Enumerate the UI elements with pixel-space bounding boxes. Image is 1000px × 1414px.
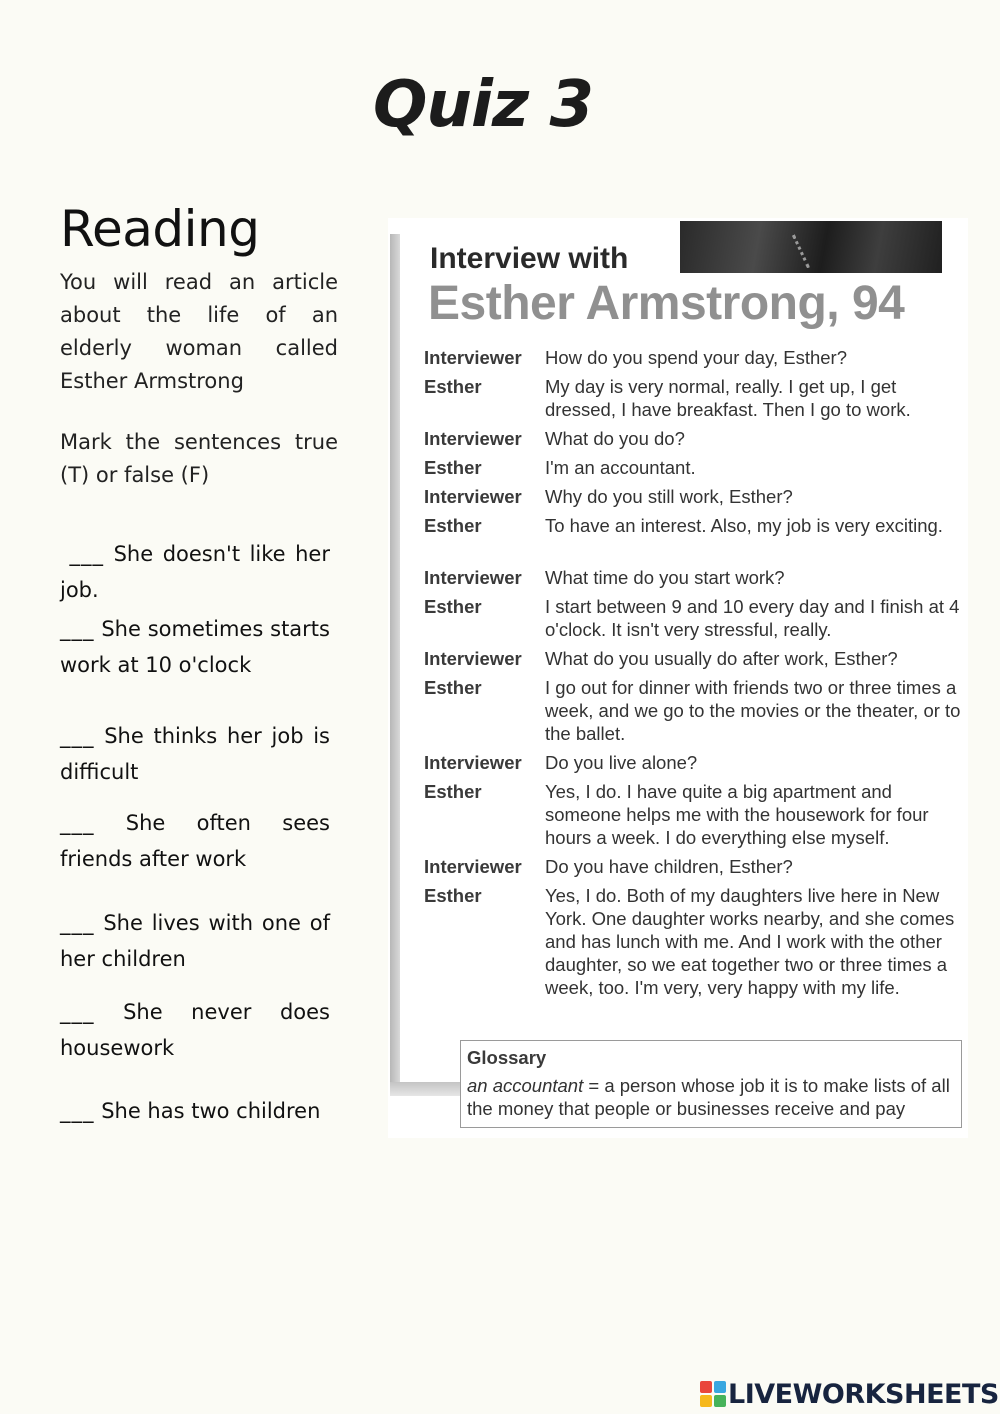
answer-blank[interactable]: ___ [60,811,95,835]
answer-blank[interactable]: ___ [69,542,105,566]
section-heading: Reading [60,200,260,258]
dialogue-text: Why do you still work, Esther? [545,486,793,507]
question-text: She often sees friends after work [60,811,330,871]
speaker-label: Esther [424,515,482,536]
speaker-label: Interviewer [424,752,522,773]
dialogue-turn [424,647,964,670]
logo-text: LIVEWORKSHEETS [728,1378,999,1410]
dialogue-text: To have an interest. Also, my job is very exciting. [545,515,943,536]
question-text: She has two children [101,1099,321,1123]
dialogue-turn [424,375,964,421]
dialogue-turn [424,566,964,589]
dialogue-turn [424,485,964,508]
speaker-label: Esther [424,677,482,698]
reading-intro: You will read an article about the life of an elderly woman called Esther Armstrong [60,270,338,393]
logo-tile [700,1395,712,1407]
speaker-label: Esther [424,885,482,906]
glossary-definition: = a person whose job it is to make lists of all the money that people or businesses receive and pay [467,1075,950,1119]
logo-tile [700,1381,712,1393]
answer-blank[interactable]: ___ [60,617,95,641]
question-text: She sometimes starts work at 10 o'clock [60,617,330,677]
speaker-label: Esther [424,457,482,478]
dialogue-text: My day is very normal, really. I get up, I get dressed, I have breakfast. Then I go to work. [545,376,911,420]
question-item [60,905,330,977]
dialogue-text: What do you do? [545,428,685,449]
dialogue-text: Do you live alone? [545,752,698,773]
speaker-label: Interviewer [424,428,522,449]
dialogue-turn [424,676,964,745]
glossary-title: Glossary [467,1047,547,1068]
logo-icon [700,1381,726,1407]
dialogue-text: I start between 9 and 10 every day and I finish at 4 o'clock. It isn't very stressful, really. [545,596,960,640]
page-title: Quiz 3 [373,68,593,142]
question-item [60,805,330,877]
dialogue-text: I'm an accountant. [545,457,696,478]
question-text: She thinks her job is difficult [60,724,330,784]
dialogue-text: What do you usually do after work, Esther? [545,648,898,669]
question-item [60,994,330,1066]
dialogue-turn [424,751,964,774]
portrait-photo [680,221,942,273]
answer-blank[interactable]: ___ [60,1099,95,1123]
dialogue-turn [424,346,964,369]
interview-article [388,218,968,1138]
dialogue-turn [424,884,964,999]
dialogue-turn [424,855,964,878]
question-item [60,718,330,790]
dialogue-turn [424,595,964,641]
dialogue-text: What time do you start work? [545,567,785,588]
question-item [60,536,330,608]
answer-blank[interactable]: ___ [60,911,95,935]
glossary-term: an accountant [467,1075,584,1096]
dialogue-turn [424,427,964,450]
speaker-label: Esther [424,376,482,397]
question-text: She doesn't like her job. [60,542,330,602]
panel-shadow [390,234,400,1094]
liveworksheets-logo [700,1378,999,1410]
answer-blank[interactable]: ___ [60,724,95,748]
article-intro: Interview with [430,242,629,275]
speaker-label: Interviewer [424,486,522,507]
dialogue-text: Yes, I do. I have quite a big apartment and someone helps me with the housework for four hours a week. I do everything else myself. [545,781,929,848]
speaker-label: Interviewer [424,648,522,669]
article-headline: Esther Armstrong, 94 [428,277,905,330]
logo-tile [714,1381,726,1393]
speaker-label: Interviewer [424,856,522,877]
question-text: She never does housework [60,1000,330,1060]
dialogue-text: Do you have children, Esther? [545,856,793,877]
speaker-label: Esther [424,781,482,802]
speaker-label: Interviewer [424,567,522,588]
logo-tile [714,1395,726,1407]
dialogue-turn [424,456,964,479]
dialogue-text: I go out for dinner with friends two or three times a week, and we go to the movies or the theater, or to the ballet. [545,677,961,744]
dialogue-text: How do you spend your day, Esther? [545,347,847,368]
reading-task: Mark the sentences true (T) or false (F) [60,430,338,487]
dialogue-text: Yes, I do. Both of my daughters live here in New York. One daughter works nearby, and she comes and has lunch with me. And I work with the other daughter, so we eat together two or three times a week, too. I'm very, very happy with my life. [545,885,955,998]
dialogue-turn [424,780,964,849]
glossary-box [460,1040,962,1128]
necklace-detail [792,222,837,269]
glossary-entry [467,1074,957,1120]
panel-shadow [390,1082,465,1096]
dialogue-turn [424,514,964,537]
question-item [60,611,330,683]
speaker-label: Interviewer [424,347,522,368]
reading-instructions [60,200,338,492]
question-item [60,1093,330,1129]
question-text: She lives with one of her children [60,911,330,971]
speaker-label: Esther [424,596,482,617]
answer-blank[interactable]: ___ [60,1000,95,1024]
